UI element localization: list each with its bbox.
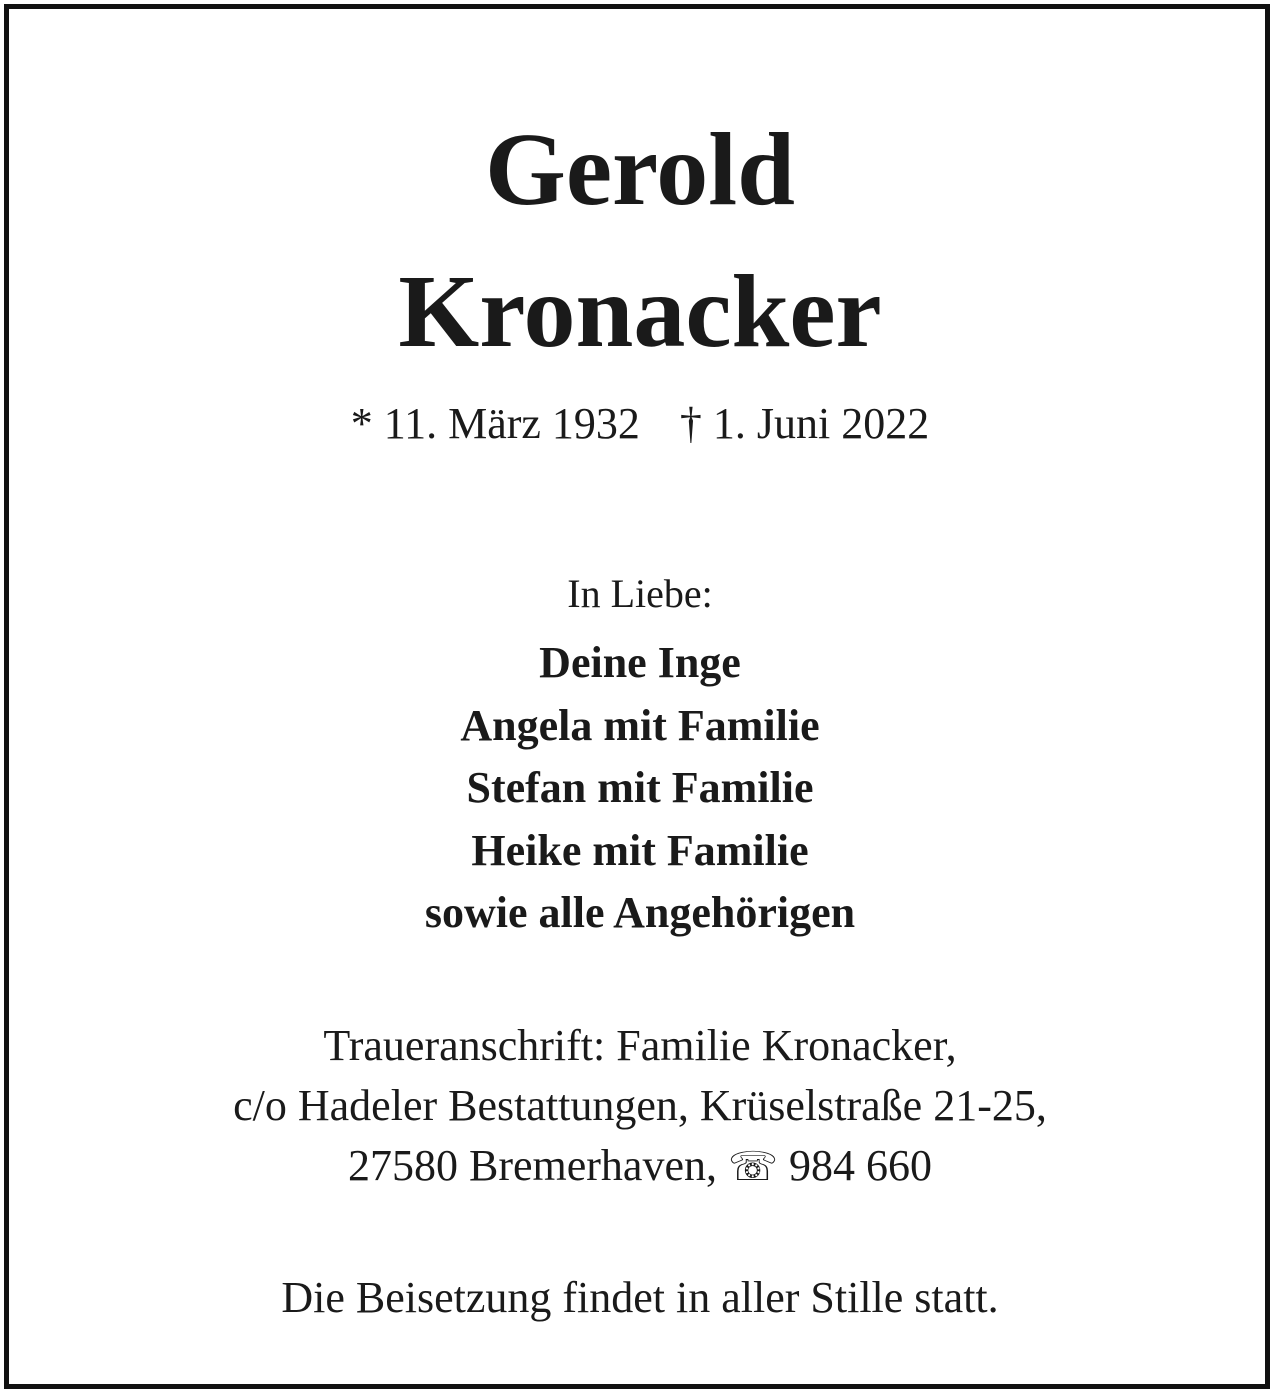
mourners-list <box>0 632 1280 945</box>
deceased-last-name: Kronacker <box>398 254 882 369</box>
mourner-name: Angela mit Familie <box>460 700 820 750</box>
address-line: Traueranschrift: Familie Kronacker, <box>323 1021 957 1070</box>
birth-date: * 11. März 1932 <box>350 399 640 448</box>
mourner-name: Deine Inge <box>539 638 741 687</box>
address-line-phone <box>0 1136 1280 1197</box>
mourner-name: sowie alle Angehörigen <box>424 888 856 937</box>
address-line: c/o Hadeler Bestattungen, Krüselstraße 21-25, <box>233 1081 1047 1130</box>
phone-number: 984 660 <box>789 1141 933 1190</box>
telephone-icon: ☏ <box>727 1144 779 1190</box>
mourning-address <box>0 1016 1280 1197</box>
burial-note: Die Beisetzung findet in aller Stille statt. <box>281 1273 999 1322</box>
death-date: † 1. Juni 2022 <box>679 399 930 448</box>
life-dates <box>0 399 1280 448</box>
mourners-intro: In Liebe: <box>567 571 713 616</box>
mourner-name: Heike mit Familie <box>471 825 809 875</box>
deceased-first-name: Gerold <box>484 112 796 227</box>
address-city: 27580 Bremerhaven, <box>347 1141 717 1190</box>
mourner-name: Stefan mit Familie <box>466 763 814 812</box>
